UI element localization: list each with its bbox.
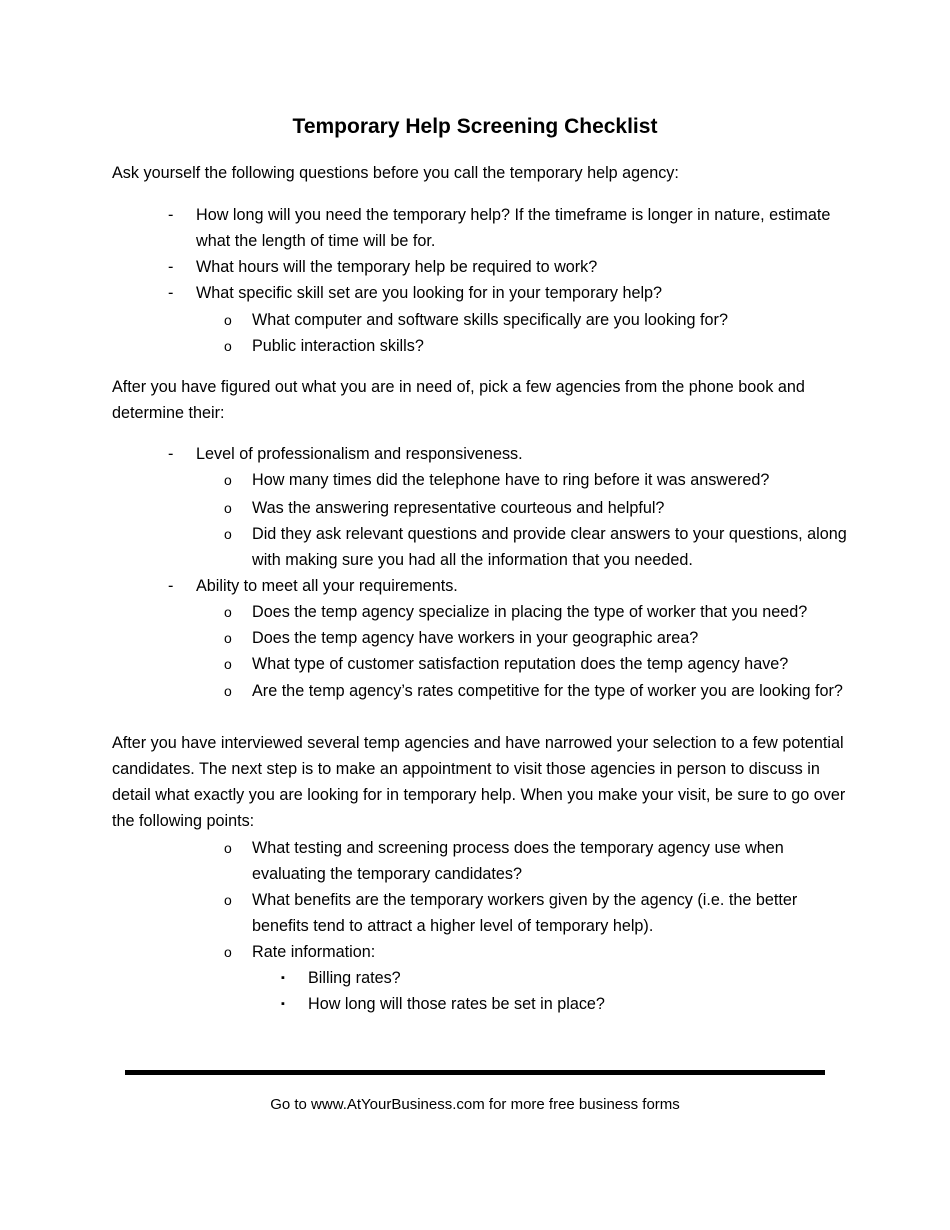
circle-bullet-icon: o [224, 683, 232, 699]
page-title: Temporary Help Screening Checklist [292, 115, 658, 138]
list-item-text: Rate information: [252, 943, 376, 961]
circle-bullet-icon: o [224, 630, 232, 646]
intro-paragraph: Ask yourself the following questions before you call the temporary help agency: [112, 164, 679, 182]
agencies-paragraph: After you have figured out what you are in need of, pick a few agencies from the phone book and determine their: [112, 378, 805, 422]
list-item-text: Level of professionalism and responsiveness. [196, 445, 523, 463]
footer-divider [125, 1070, 825, 1075]
list-item-text: Billing rates? [308, 969, 401, 987]
dash-bullet: - [168, 206, 174, 224]
list-item-text: Ability to meet all your requirements. [196, 577, 458, 595]
circle-bullet-icon: o [224, 312, 232, 328]
dash-bullet: - [168, 445, 174, 463]
square-bullet-icon: ▪ [281, 998, 285, 1010]
list-item-text: Does the temp agency specialize in placing the type of worker that you need? [252, 603, 808, 621]
list-item-text: Was the answering representative courteous and helpful? [252, 499, 665, 517]
list-item-text: Did they ask relevant questions and provide clear answers to your questions, along with making sure you had all the information that you needed. [252, 525, 847, 569]
list-item-text: Public interaction skills? [252, 337, 424, 355]
circle-bullet-icon: o [224, 526, 232, 542]
list-item-text: What testing and screening process does the temporary agency use when evaluating the temporary candidates? [252, 839, 784, 883]
interview-paragraph: After you have interviewed several temp agencies and have narrowed your selection to a few potential candidates. The next step is to make an appointment to visit those agencies in person to discuss in detail what exactly you are looking for in temporary help. When you make your visit, be sure to go over the following points: [112, 734, 846, 830]
circle-bullet-icon: o [224, 656, 232, 672]
circle-bullet-icon: o [224, 892, 232, 908]
circle-bullet-icon: o [224, 500, 232, 516]
list-item-text: What specific skill set are you looking for in your temporary help? [196, 284, 663, 302]
list-item-text: How many times did the telephone have to ring before it was answered? [252, 471, 770, 489]
footer-text: Go to www.AtYourBusiness.com for more free business forms [270, 1096, 680, 1113]
dash-bullet: - [168, 284, 174, 302]
list-item-text: What benefits are the temporary workers given by the agency (i.e. the better benefits tend to attract a higher level of temporary help). [252, 891, 798, 935]
square-bullet-icon: ▪ [281, 972, 285, 984]
circle-bullet-icon: o [224, 944, 232, 960]
list-item-text: Does the temp agency have workers in your geographic area? [252, 629, 699, 647]
circle-bullet-icon: o [224, 604, 232, 620]
list-item-text: How long will those rates be set in place? [308, 995, 605, 1013]
dash-bullet: - [168, 258, 174, 276]
circle-bullet-icon: o [224, 338, 232, 354]
circle-bullet-icon: o [224, 840, 232, 856]
list-item-text: What hours will the temporary help be required to work? [196, 258, 598, 276]
dash-bullet: - [168, 577, 174, 595]
circle-bullet-icon: o [224, 472, 232, 488]
list-item-text: How long will you need the temporary help? If the timeframe is longer in nature, estimate what the length of time will be for. [196, 206, 831, 250]
list-item-text: What type of customer satisfaction reputation does the temp agency have? [252, 655, 789, 673]
list-item-text: Are the temp agency’s rates competitive for the type of worker you are looking for? [252, 682, 843, 700]
list-item-text: What computer and software skills specifically are you looking for? [252, 311, 728, 329]
